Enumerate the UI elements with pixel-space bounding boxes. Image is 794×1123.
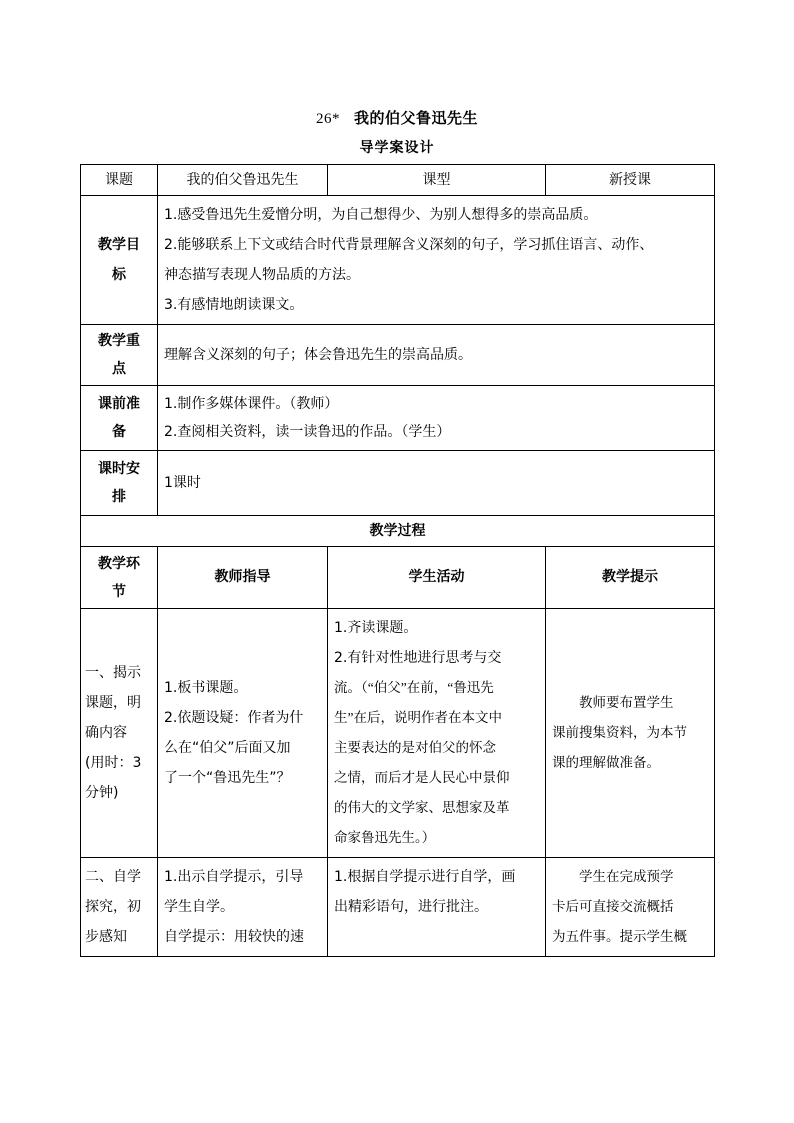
stage2-teacher-line: 自学提示：用较快的速 <box>164 929 304 945</box>
topic-label: 课题 <box>81 165 158 196</box>
focus-label <box>81 325 158 386</box>
objective-line: 3.有感情地朗读课文。 <box>164 297 304 313</box>
stage1-teacher <box>158 609 328 858</box>
stage1-student-line: 的伟大的文学家、思想家及革 <box>334 800 510 815</box>
focus-row <box>81 325 715 386</box>
stage1-step-line: 课题，明 <box>85 695 141 711</box>
topic-value: 我的伯父鲁迅先生 <box>158 165 328 196</box>
objectives-label-line: 标 <box>112 267 126 283</box>
objective-line: 1.感受鲁迅先生爱憎分明，为自己想得少、为别人想得多的崇高品质。 <box>164 207 598 223</box>
stage1-student-line: 生”在后，说明作者在本文中 <box>334 710 502 725</box>
stage2-tips-line: 为五件事。提示学生概 <box>552 929 687 944</box>
process-title-row <box>81 516 715 547</box>
prep-label-line: 备 <box>112 424 126 440</box>
objectives-content <box>158 196 715 325</box>
stage1-tips <box>546 609 715 858</box>
stage1-student <box>328 609 546 858</box>
prep-label <box>81 386 158 451</box>
stage1-step-line: (用时：3 <box>85 755 142 771</box>
objective-line: 2.能够联系上下文或结合时代背景理解含义深刻的句子，学习抓住语言、动作、 <box>164 237 654 253</box>
type-label: 课型 <box>328 165 546 196</box>
lesson-number: 26* <box>315 111 340 127</box>
header-teacher: 教师指导 <box>158 547 328 609</box>
focus-label-line: 点 <box>112 361 126 377</box>
stage1-tips-line: 课前搜集资料，为本节 <box>552 725 687 740</box>
prep-line: 2.查阅相关资料，读一读鲁迅的作品。（学生） <box>164 424 451 440</box>
objectives-row <box>81 196 715 325</box>
stage2-step <box>81 858 158 957</box>
stage2-tips-line: 卡后可直接交流概括 <box>552 899 674 914</box>
stage1-step-line: 确内容 <box>85 725 127 741</box>
prep-label-line: 课前准 <box>98 396 140 412</box>
stage1-student-line: 主要表达的是对伯父的怀念 <box>334 740 496 755</box>
document-title <box>0 107 794 128</box>
objectives-label-line: 教学目 <box>98 237 140 253</box>
lesson-title: 我的伯父鲁迅先生 <box>353 109 478 127</box>
stage2-teacher-line: 1.出示自学提示，引导 <box>164 869 304 885</box>
stage2-step-line: 探究，初 <box>85 899 141 915</box>
stage1-teacher-line: 了一个“鲁迅先生”？ <box>164 770 291 786</box>
objectives-label <box>81 196 158 325</box>
stage1-step-line: 分钟) <box>85 785 119 801</box>
stage1-step-line: 一、揭示 <box>85 665 141 681</box>
schedule-label <box>81 451 158 516</box>
document-subtitle: 导学案设计 <box>359 140 435 156</box>
lesson-plan-table <box>80 164 715 957</box>
stage2-step-line: 步感知 <box>85 929 127 945</box>
header-step-line: 教学环 <box>98 555 140 572</box>
stage2-tips <box>546 858 715 957</box>
topic-row <box>81 165 715 196</box>
stage2-teacher-line: 学生自学。 <box>164 899 234 915</box>
focus-content: 理解含义深刻的句子；体会鲁迅先生的崇高品质。 <box>158 325 715 386</box>
stage1-step <box>81 609 158 858</box>
focus-label-line: 教学重 <box>98 333 140 349</box>
stage1-student-line: 2.有针对性地进行思考与交 <box>334 650 502 666</box>
stage2-teacher <box>158 858 328 957</box>
schedule-row <box>81 451 715 516</box>
header-tips: 教学提示 <box>546 547 715 609</box>
prep-content <box>158 386 715 451</box>
process-title: 教学过程 <box>81 516 715 547</box>
objective-line: 神态描写表现人物品质的方法。 <box>164 267 360 283</box>
stage2-student <box>328 858 546 957</box>
stage2-step-line: 二、自学 <box>85 869 141 885</box>
process-header-row <box>81 547 715 609</box>
stage1-student-line: 之情，而后才是人民心中景仰 <box>334 770 510 785</box>
header-student: 学生活动 <box>328 547 546 609</box>
header-step <box>81 547 158 609</box>
schedule-label-line: 课时安 <box>98 461 140 477</box>
stage1-teacher-line: 么在“伯父”后面又加 <box>164 740 291 756</box>
schedule-label-line: 排 <box>112 489 126 505</box>
schedule-content: 1课时 <box>158 451 715 516</box>
stage2-student-line: 1.根据自学提示进行自学，画 <box>334 869 516 885</box>
header-step-line: 节 <box>112 583 126 600</box>
stage1-row <box>81 609 715 858</box>
stage1-teacher-line: 2.依题设疑：作者为什 <box>164 710 304 726</box>
stage1-student-line: 命家鲁迅先生。） <box>334 830 436 845</box>
prep-line: 1.制作多媒体课件。（教师） <box>164 396 339 412</box>
stage1-student-line: 1.齐读课题。 <box>334 620 418 636</box>
stage1-student-line: 流。（“伯父”在前，“鲁迅先 <box>334 680 494 695</box>
stage2-row <box>81 858 715 957</box>
stage1-teacher-line: 1.板书课题。 <box>164 680 248 696</box>
stage1-tips-line: 课的理解做准备。 <box>552 755 660 770</box>
stage2-tips-line: 学生在完成预学 <box>552 869 674 884</box>
stage2-student-line: 出精彩语句，进行批注。 <box>334 899 488 915</box>
prep-row <box>81 386 715 451</box>
type-value: 新授课 <box>546 165 715 196</box>
stage1-tips-line: 教师要布置学生 <box>552 695 674 710</box>
